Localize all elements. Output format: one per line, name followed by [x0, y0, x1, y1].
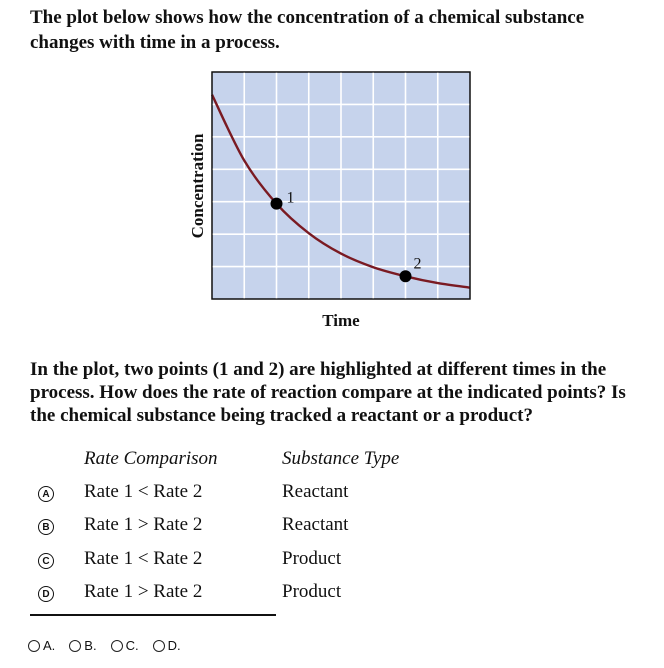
- choice-rate: Rate 1 > Rate 2: [84, 514, 203, 535]
- question-line-3-pre: the chemical substance being tracked a: [30, 405, 351, 426]
- question-text: [30, 358, 640, 427]
- question-line-3-post: ?: [523, 405, 533, 426]
- answer-option-b[interactable]: [69, 638, 96, 653]
- choice-rate: Rate 1 < Rate 2: [84, 481, 203, 502]
- choice-rate: Rate 1 > Rate 2: [84, 581, 203, 602]
- choice-row-c: [0, 548, 664, 576]
- substance-type-header: Substance Type: [282, 448, 400, 469]
- intro-line-1: The plot below shows how the concentration of a chemical substance: [30, 7, 585, 28]
- choice-row-a: [0, 481, 664, 509]
- keyword-reactant: reactant: [350, 405, 419, 426]
- question-line-3-mid: or a: [418, 405, 460, 426]
- choice-row-d: [0, 581, 664, 609]
- point-label-2: 2: [413, 255, 422, 273]
- choice-marker-a: A: [38, 486, 54, 502]
- answer-label-b: B.: [84, 638, 97, 653]
- point-1: [271, 198, 283, 210]
- question-line-2: process. How does the rate of reaction compare at the indicated points? Is: [30, 382, 626, 403]
- question-intro: [30, 5, 630, 55]
- y-axis-label: Concentration: [188, 133, 207, 239]
- radio-button-b[interactable]: [69, 640, 81, 652]
- radio-button-d[interactable]: [153, 640, 165, 652]
- radio-button-a[interactable]: [28, 640, 40, 652]
- choice-marker-d: D: [38, 586, 54, 602]
- x-axis-label: Time: [322, 311, 360, 330]
- divider: [30, 614, 276, 616]
- answer-label-d: D.: [167, 638, 181, 653]
- keyword-product: product: [459, 405, 524, 426]
- choice-row-b: [0, 514, 664, 542]
- choice-marker-c: C: [38, 553, 54, 569]
- answer-option-c[interactable]: [111, 638, 139, 653]
- choice-substance: Product: [282, 581, 342, 602]
- choice-substance: Reactant: [282, 481, 349, 502]
- answer-label-c: C.: [125, 638, 139, 653]
- radio-button-c[interactable]: [111, 640, 123, 652]
- question-line-3: [30, 404, 640, 427]
- choice-marker-b: B: [38, 519, 54, 535]
- answer-option-a[interactable]: [28, 638, 55, 653]
- answer-options: [28, 638, 181, 653]
- choice-substance: Reactant: [282, 514, 349, 535]
- intro-line-2: changes with time in a process.: [30, 32, 280, 53]
- answer-label-a: A.: [43, 638, 56, 653]
- concentration-time-chart: [180, 68, 480, 338]
- point-label-1: 1: [286, 189, 295, 207]
- choice-rate: Rate 1 < Rate 2: [84, 548, 203, 569]
- rate-comparison-header: Rate Comparison: [84, 448, 218, 469]
- answer-option-d[interactable]: [153, 638, 181, 653]
- point-2: [400, 270, 412, 282]
- question-line-1: In the plot, two points (1 and 2) are highlighted at different times in the: [30, 359, 607, 380]
- choice-substance: Product: [282, 548, 342, 569]
